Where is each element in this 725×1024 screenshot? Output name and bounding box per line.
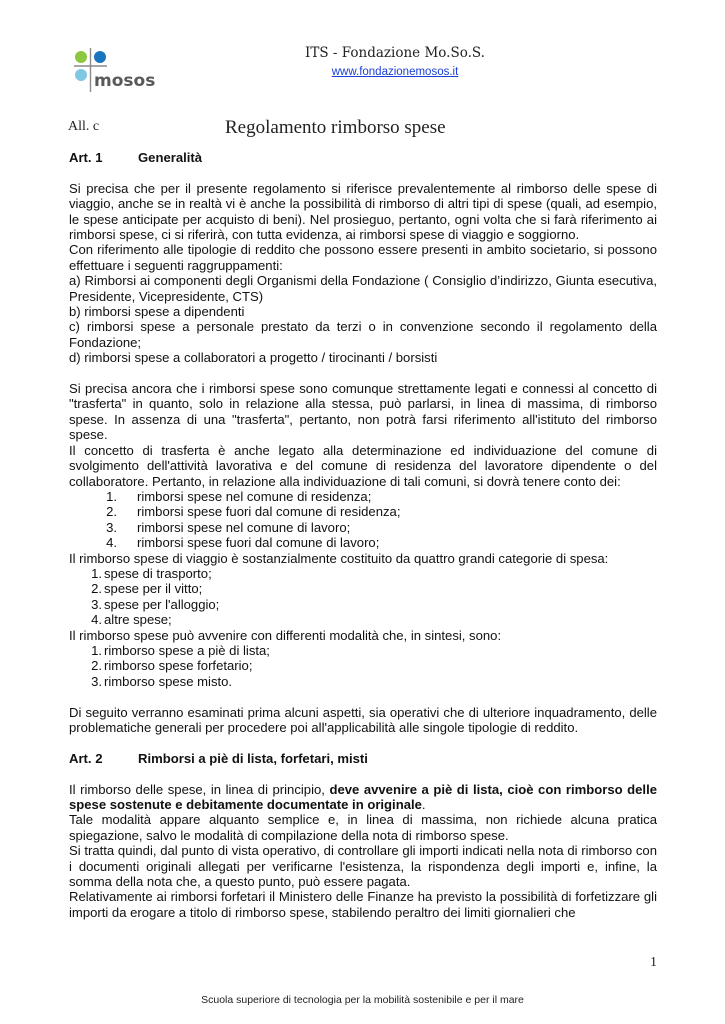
paragraph: Tale modalità appare alquanto semplice e, in linea di massima, non richiede alcuna pratica spiegazione, salvo le modalità di compilazione della nota di rimborso spese. [69,812,657,843]
paragraph: Il concetto di trasferta è anche legato alla determinazione ed individuazione del comune di svolgimento dell'attività lavorativa e del comune di residenza del lavoratore dipendente o del collaboratore. Pertanto, in relazione alla individuazione di tali comuni, si dovrà tenere conto dei: [69,442,657,489]
paragraph: Si tratta quindi, dal punto di vista operativo, di controllare gli importi indicati nella nota di rimborso con i documenti originali allegati per verificarne l'esistenza, la rispondenza degli importi e, infine, la somma della nota che, a questo punto, può essere pagata. [69,843,657,890]
list-comuni [69,489,657,551]
org-title: ITS - Fondazione Mo.So.S. [305,45,485,61]
document-title-row [68,117,658,141]
list-item: 2. rimborso spese forfetario; [91,658,253,674]
article-2-heading [69,751,657,766]
paragraph: Si precisa che per il presente regolamento si riferisce prevalentemente al rimborso delle spese di viaggio, anche se in realtà vi è anche la possibilità di rimborso di altri tipi di spese (quali, ad esempio, le spese anticipate per acquisto di beni). Nel prosieguo, pertanto, ogni volta che si farà riferimento ai rimborsi spese, ci si riferirà, con tutta evidenza, ai rimborsi spese di viaggio e soggiorno. [69,180,657,243]
paragraph: Il rimborso delle spese, in linea di principio, deve avvenire a piè di lista, cioè con rimborso delle spese sostenute e debitamente documentate in originale. [69,781,657,812]
paragraph: Relativamente ai rimborsi forfetari il Ministero delle Finanze ha previsto la possibilità di forfetizzare gli importi da erogare a titolo di rimborso spese, stabilendo peraltro dei limiti giornalieri che [69,889,657,920]
list-item: 4. rimborsi spese fuori dal comune di lavoro; [106,535,380,551]
page-number: 1 [650,955,657,970]
mosos-logo [74,46,174,96]
article-title: Rimborsi a piè di lista, forfetari, misti [138,750,368,766]
list-item: 3. rimborsi spese nel comune di lavoro; [106,519,351,535]
paragraph: Di seguito verranno esaminati prima alcuni aspetti, sia operativi che di ulteriore inquadramento, delle problematiche generali per procedere poi all'applicabilità alle singole tipologie di reddito. [69,704,657,735]
attachment-label: All. c [68,119,100,134]
article-title: Generalità [138,150,203,165]
list-item: 2. rimborsi spese fuori dal comune di residenza; [106,504,401,520]
paragraph: Con riferimento alle tipologie di reddito che possono essere presenti in ambito societario, si possono effettuare i seguenti raggruppamenti: [69,242,657,273]
paragraph: Si precisa ancora che i rimborsi spese sono comunque strettamente legati e connessi al concetto di "trasferta" in quanto, solo in relazione alla stessa, può parlarsi, in linea di massima, di rimborso spese. In assenza di una "trasferta", pertanto, non potrà farsi riferimento all'istituto del rimborso spese. [69,381,657,443]
list-item: 1. spese di trasporto; [91,565,212,581]
org-website-link[interactable]: www.fondazionemosos.it [331,66,459,78]
group-item: b) rimborsi spese a dipendenti [69,304,245,320]
paragraph: Il rimborso spese di viaggio è sostanzialmente costituito da quattro grandi categorie di spesa: [69,550,609,566]
list-item: 1. rimborsi spese nel comune di residenza; [106,488,372,504]
list-categorie [69,566,657,628]
logo-text: mosos [94,71,156,91]
list-item: 1. rimborso spese a piè di lista; [91,642,270,658]
article-1-heading [69,150,657,165]
document-body [69,150,657,920]
page-footer: Scuola superiore di tecnologia per la mobilità sostenibile e per il mare [201,994,524,1006]
group-item: a) Rimborsi ai componenti degli Organismi della Fondazione ( Consiglio d’indirizzo, Giunta esecutiva, Presidente, Vicepresidente, CTS) [69,273,657,304]
bold-emphasis: deve avvenire a piè di lista, cioè con rimborso delle spese sostenute e debitamente documentate in originale [69,781,657,812]
organization-header [280,44,510,80]
list-modalita [69,643,657,689]
list-item: 3. spese per l'alloggio; [91,596,220,612]
article-number: Art. 2 [69,750,103,766]
list-item: 3. rimborso spese misto. [91,673,233,689]
document-title: Regolamento rimborso spese [225,117,446,138]
article-number: Art. 1 [69,150,103,165]
group-item: c) rimborsi spese a personale prestato da terzi o in convenzione secondo il regolamento della Fondazione; [69,319,657,350]
list-item: 4. altre spese; [91,612,172,628]
group-item: d) rimborsi spese a collaboratori a progetto / tirocinanti / borsisti [69,350,438,366]
list-item: 2. spese per il vitto; [91,581,203,597]
paragraph: Il rimborso spese può avvenire con differenti modalità che, in sintesi, sono: [69,627,502,643]
